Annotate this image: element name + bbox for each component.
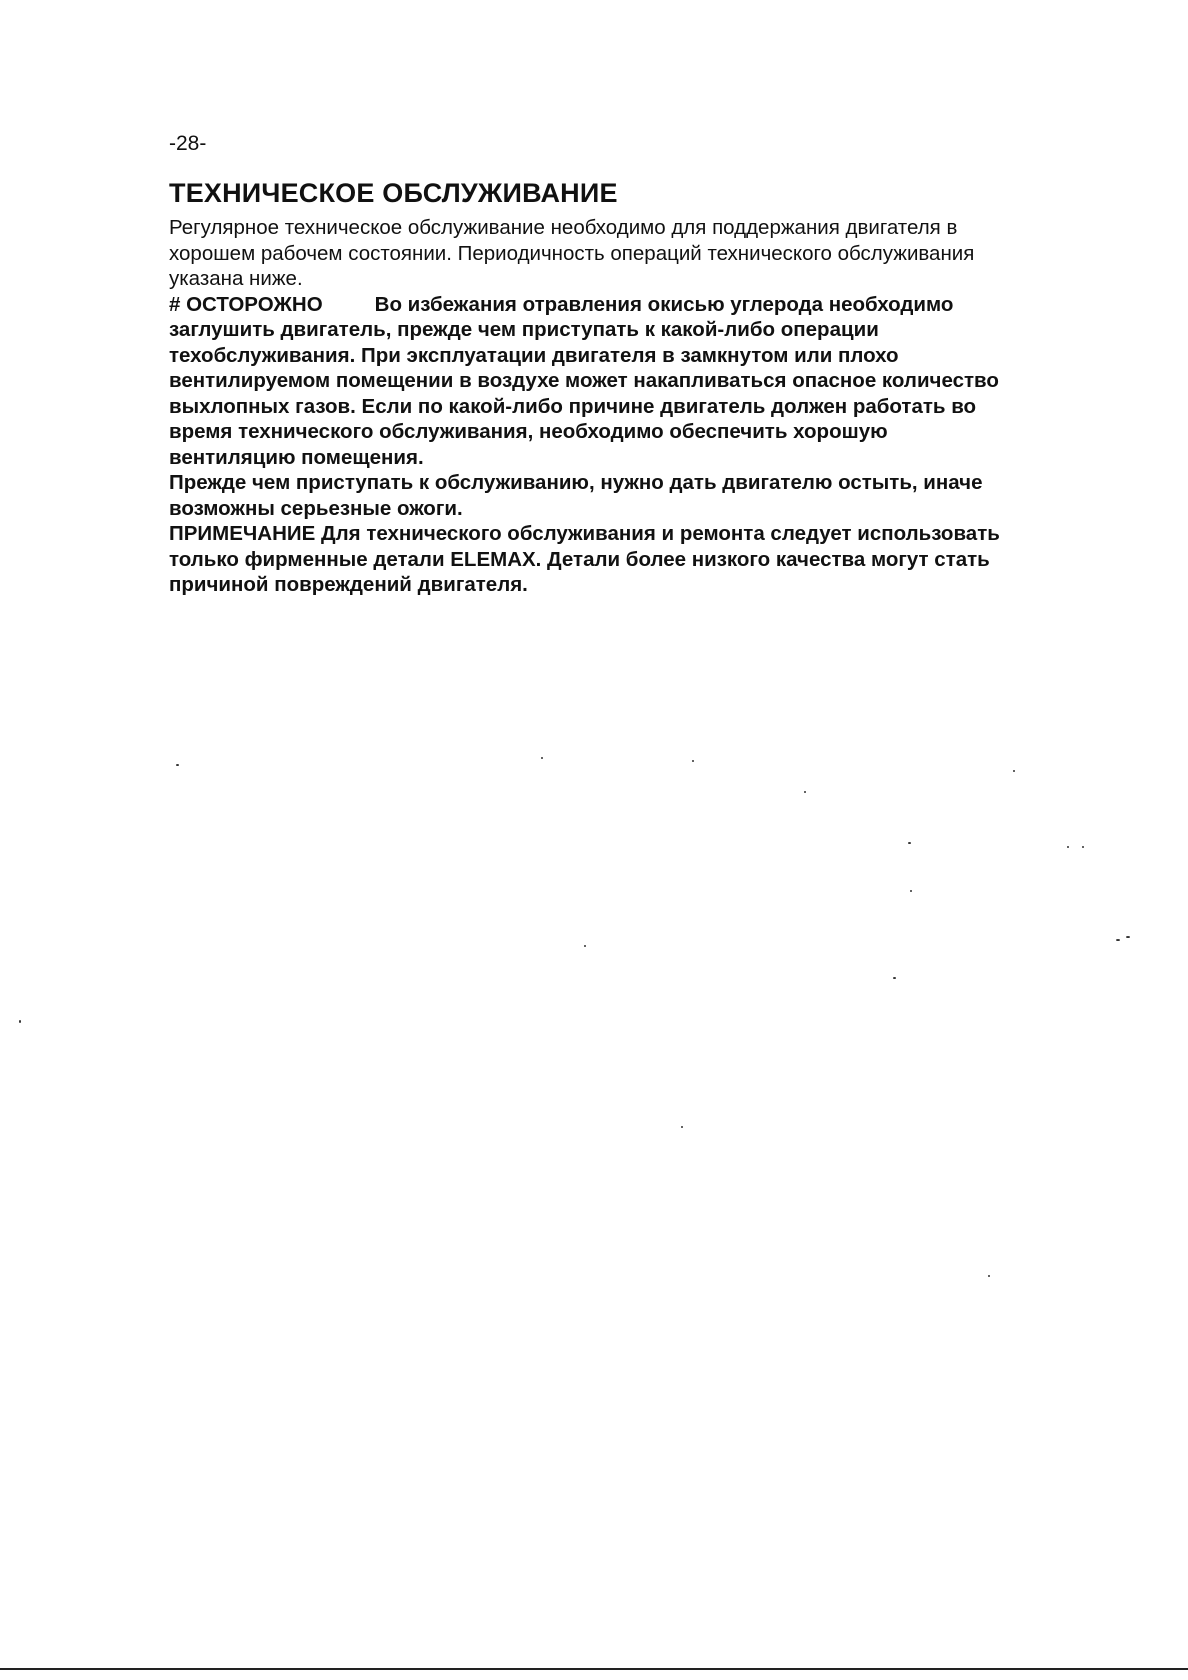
page-bottom-edge xyxy=(0,1668,1188,1670)
page-title: ТЕХНИЧЕСКОЕ ОБСЛУЖИВАНИЕ xyxy=(169,178,618,208)
scan-speck xyxy=(1013,770,1015,772)
note-label: ПРИМЕЧАНИЕ xyxy=(169,522,316,545)
scan-speck xyxy=(1067,846,1069,848)
page-number: -28- xyxy=(169,132,207,155)
scan-speck xyxy=(988,1275,990,1277)
scan-speck xyxy=(19,1020,21,1023)
scan-speck xyxy=(681,1126,683,1128)
scan-speck xyxy=(1116,939,1120,941)
page-content xyxy=(169,132,1019,598)
scan-speck xyxy=(910,890,912,892)
scan-speck xyxy=(584,945,586,947)
cooldown-paragraph: Прежде чем приступать к обслуживанию, нужно дать двигателю остыть, иначе возможны серьезные ожоги. xyxy=(169,471,983,520)
warning-paragraph xyxy=(169,292,1019,471)
scan-speck xyxy=(692,760,694,762)
warning-text: Во избежания отравления окисью углерода необходимо заглушить двигатель, прежде чем приступать к какой-либо операции техобслуживания. При эксплуатации двигателя в замкнутом или плохо вентилируемом помещении в воздухе может накапливаться опасное количество выхлопных газов. Если по какой-либо причине двигатель должен работать во время технического обслуживания, необходимо обеспечить хорошую вентиляцию помещения. xyxy=(169,292,999,469)
scan-speck xyxy=(804,791,806,793)
scan-speck xyxy=(908,842,911,844)
warning-label: # ОСТОРОЖНО xyxy=(169,292,323,316)
intro-paragraph: Регулярное техническое обслуживание необходимо для поддержания двигателя в хорошем рабочем состоянии. Периодичность операций технического обслуживания указана ниже. xyxy=(169,216,975,290)
scan-speck xyxy=(1126,936,1130,938)
note-paragraph xyxy=(169,521,1019,598)
scan-speck xyxy=(893,977,896,979)
note-text: Для технического обслуживания и ремонта следует использовать только фирменные детали ELEMAX. Детали более низкого качества могут стать причиной повреждений двигателя. xyxy=(169,522,1000,596)
scan-speck xyxy=(176,764,179,766)
scan-speck xyxy=(541,757,543,759)
scan-speck xyxy=(1082,846,1084,848)
